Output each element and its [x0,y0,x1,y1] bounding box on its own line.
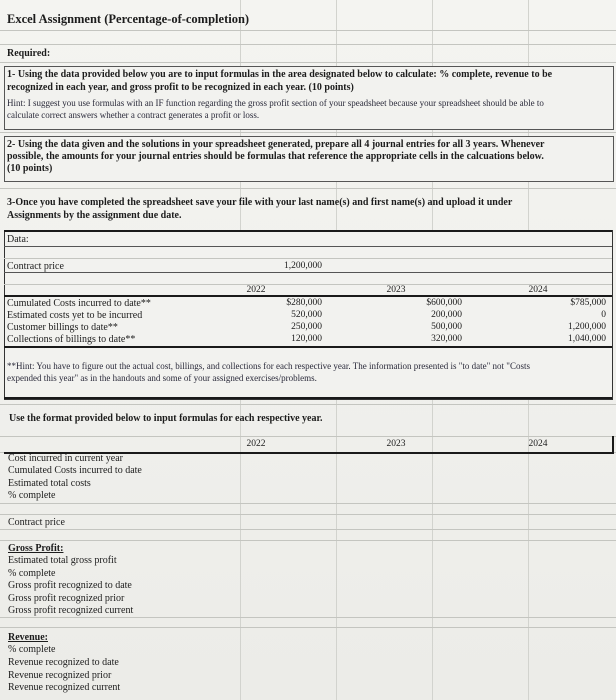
format-row-label: Estimated total gross profit [8,555,117,566]
row-divider [4,258,612,259]
format-row-label: Revenue recognized prior [8,670,112,681]
format-year-2022: 2022 [246,439,266,449]
table-border [4,397,612,399]
data-cell: 1,040,000 [568,334,606,344]
data-cell: 1,200,000 [568,322,606,332]
table-border [4,346,612,348]
contract-price-value: 1,200,000 [284,261,322,271]
instruction-1-line1: 1- Using the data provided below you are to input formulas in the area designated below to calculate: % complete, revenue to be [7,69,553,80]
data-cell: 0 [601,310,606,320]
data-note-line1: **Hint: You have to figure out the actual cost, billings, and collections for each respective year. The information presented is "to date" not "Costs [7,361,530,371]
format-row-label: Revenue recognized current [8,682,121,693]
table-border [612,436,614,454]
format-contract-price-label: Contract price [8,517,65,528]
gross-profit-heading: Gross Profit: [8,543,64,554]
data-cell: $600,000 [426,298,462,308]
format-heading: Use the format provided below to input formulas for each respective year. [9,413,323,424]
format-row-label: % complete [8,490,56,501]
row-divider [0,503,616,504]
row-divider [0,514,616,515]
row-divider [0,404,616,405]
instruction-2-line2: possible, the amounts for your journal entries should be formulas that reference the appropriate cells in the calcuations below. [7,151,544,162]
data-year-2023: 2023 [386,285,406,295]
row-divider [4,246,612,247]
data-note-line2: expended this year" as in the handouts and some of your assigned exercises/problems. [7,373,317,383]
data-row-label: Cumulated Costs incurred to date** [7,298,151,309]
data-year-2024: 2024 [528,285,548,295]
data-row-label: Customer billings to date** [7,322,118,333]
data-row-label: Estimated costs yet to be incurred [7,310,143,321]
data-row-label: Collections of billings to date** [7,334,136,345]
required-label: Required: [7,48,51,59]
format-row-label: Cumulated Costs incurred to date [8,465,142,476]
instruction-1-hint1: Hint: I suggest you use formulas with an IF function regarding the gross profit section of your speadsheet because your spreadsheet should be able to [7,98,544,108]
data-cell: 320,000 [431,334,462,344]
instruction-2-line1: 2- Using the data given and the solutions in your spreadsheet generated, prepare all 4 journal entries for all 3 years. Whenever [7,139,545,150]
row-divider [0,617,616,618]
instruction-1-hint2: calculate correct answers whether a contract generates a profit or loss. [7,110,260,120]
data-cell: 520,000 [291,310,322,320]
row-divider [0,529,616,530]
data-cell: 120,000 [291,334,322,344]
row-divider [0,627,616,628]
revenue-heading: Revenue: [8,632,48,643]
data-year-2022: 2022 [246,285,266,295]
data-cell: 500,000 [431,322,462,332]
row-divider [0,30,616,31]
format-row-label: Revenue recognized to date [8,657,119,668]
instruction-3-line1: 3-Once you have completed the spreadsheet save your file with your last name(s) and first name(s) and upload it under [7,197,513,208]
data-cell: 250,000 [291,322,322,332]
row-divider [0,188,616,189]
format-row-label: % complete [8,644,56,655]
data-cell: $280,000 [286,298,322,308]
format-year-2024: 2024 [528,439,548,449]
row-divider [0,540,616,541]
table-border [4,230,612,232]
format-row-label: Gross profit recognized to date [8,580,132,591]
format-row-label: Gross profit recognized prior [8,593,125,604]
contract-price-label: Contract price [7,261,64,272]
format-row-label: Gross profit recognized current [8,605,134,616]
row-divider [0,436,616,437]
format-row-label: Cost incurred in current year [8,453,123,464]
page-title: Excel Assignment (Percentage-of-completion) [7,12,250,26]
row-divider [0,44,616,45]
format-row-label: Estimated total costs [8,478,91,489]
data-cell: 200,000 [431,310,462,320]
data-label: Data: [7,234,29,245]
instruction-2-line3: (10 points) [7,163,53,174]
format-year-2023: 2023 [386,439,406,449]
row-divider [4,272,612,273]
data-cell: $785,000 [570,298,606,308]
row-divider [0,132,616,133]
format-row-label: % complete [8,568,56,579]
row-divider [0,62,616,63]
instruction-3-line2: Assignments by the assignment due date. [7,210,182,221]
instruction-1-line2: recognized in each year, and gross profit to be recognized in each year. (10 points) [7,82,354,93]
table-border [4,295,612,297]
